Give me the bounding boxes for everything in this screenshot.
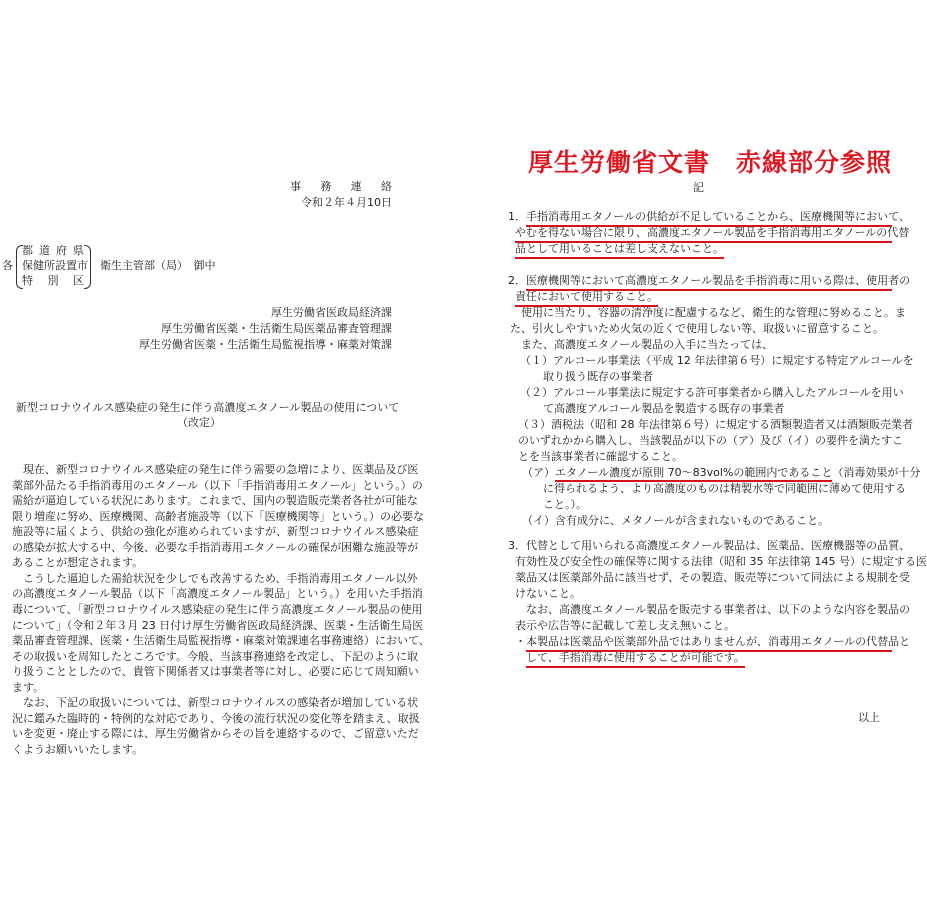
item-number: 2．	[508, 274, 526, 287]
document-subtitle: （改定）	[177, 416, 221, 429]
ki-heading: 記	[693, 181, 704, 194]
body-line: 取り扱う既存の事業者	[543, 370, 653, 383]
item-number: 3．	[508, 539, 526, 552]
requirement-a	[522, 466, 920, 480]
body-line: の感染が拡大する中、今後、必要な手指消毒用エタノールの確保が困難な施設等が	[12, 541, 419, 554]
addressee-prefecture: 都 道 府 県	[22, 244, 84, 257]
underlined-line: して、手指消毒に使用することが可能です。	[526, 651, 745, 668]
body-line: （１）アルコール事業法（平成 12 年法律第６号）に規定する特定アルコールを	[520, 354, 914, 367]
body-line: 施設等に届くよう、供給の強化が進められていますが、新型コロナウイルス感染症	[12, 525, 419, 538]
body-line: て高濃度アルコール製品を製造する既存の事業者	[543, 402, 785, 415]
body-line: 表示や広告等に記載して差し支え無いこと。	[515, 619, 735, 632]
closing-mark: 以上	[858, 711, 880, 724]
body-line: 限り増産に努め、医療機関、高齢者施設等（以下「医療機関等」という。）の必要な	[12, 510, 425, 523]
body-line: 有効性及び安全性の確保等に関する法律（昭和 35 年法律第 145 号）に規定する医	[515, 555, 927, 568]
body-line: 薬品又は医薬部外品に該当せず、その製造、販売等について同法による規制を受	[515, 571, 910, 584]
body-line: 現在、新型コロナウイルス感染症の発生に伴う需要の急増により、医薬品及び医	[12, 463, 419, 476]
requirement-i: （イ）含有成分に、メタノールが含まれないものであること。	[522, 514, 830, 527]
underlined-line: 品として用いることは差し支えないこと。	[515, 242, 724, 259]
body-line: 薬部外品たる手指消毒用のエタノール（以下「手指消毒用エタノール」という。）の	[12, 479, 423, 492]
body-line: の高濃度エタノール製品（以下「高濃度エタノール製品」という。）を用いた手指消	[12, 587, 423, 600]
underlined-text: エタノール濃度が原則 70～83vol%の範囲内であること	[555, 466, 832, 482]
body-line: （２）アルコール事業法に規定する許可事業者から購入したアルコールを用い	[520, 386, 904, 399]
doc-type: 事 務 連 絡	[290, 180, 392, 193]
sender-2: 厚生労働省医薬・生活衛生局医薬品審査管理課	[161, 322, 392, 335]
doc-date: 令和２年４月10日	[301, 196, 392, 209]
body-line: 薬品審査管理課、医薬・生活衛生局監視指導・麻薬対策課連名事務連絡）において、	[12, 634, 430, 647]
body-line: 毒について、「新型コロナウイルス感染症の発生に伴う高濃度エタノール製品の使用	[12, 603, 423, 616]
body-line: とを当該事業者に確認すること。	[518, 450, 683, 463]
body-line: 需給が逼迫している状況にあります。これまで、国内の製造販売業者各社が可能な	[12, 494, 418, 507]
body-line: こうした逼迫した需給状況を少しでも改善するため、手指消毒用エタノール以外	[12, 572, 418, 585]
right-brace	[84, 245, 91, 289]
body-line: た、引火しやすいため火気の近くで使用しない等、取扱いに留意すること。	[510, 322, 884, 335]
body-line: について」（令和２年３月 23 日付け厚生労働省医政局経済課、医薬・生活衛生局医	[12, 619, 424, 632]
body-line: また、高濃度エタノール製品の入手に当たっては、	[510, 338, 774, 351]
body-line: なお、下記の取扱いについては、新型コロナウイルスの感染者が増加している状	[12, 696, 419, 709]
body-line: こと。）。	[543, 498, 587, 511]
underlined-line: 手指消毒用エタノールの供給が不足していることから、医療機関等において、	[526, 210, 892, 227]
highlight-banner: 厚生労働省文書 赤線部分参照	[528, 148, 893, 177]
document-title: 新型コロナウイルス感染症の発生に伴う高濃度エタノール製品の使用について	[16, 401, 400, 414]
underlined-line: 本製品は医薬品や医薬部外品ではありませんが、消毒用エタノールの代替品と	[526, 635, 892, 652]
body-line: （３）酒税法（昭和 28 年法律第６号）に規定する酒類製造者又は酒類販売業者	[518, 418, 913, 431]
body-line: のいずれかから購入し、当該製品が以下の（ア）及び（イ）の要件を満たすこ	[518, 434, 903, 447]
body-line: なお、高濃度エタノール製品を販売する事業者は、以下のような内容を製品の	[515, 603, 911, 616]
body-line: あることが想定されます。	[12, 556, 144, 569]
body-line: 代替として用いられる高濃度エタノール製品は、医薬品、医療機器等の品質、	[526, 539, 911, 552]
requirement-a-rest: （消毒効果が十分	[832, 466, 921, 479]
underlined-line: やむを得ない場合に限り、高濃度エタノール製品を手指消毒用エタノールの代替	[515, 226, 892, 243]
requirement-a-label: （ア）	[522, 466, 555, 479]
sender-1: 厚生労働省医政局経済課	[271, 306, 392, 319]
body-line: 使用に当たり、容器の清浄度に配慮するなど、衛生的な管理に努めること。ま	[510, 306, 906, 319]
underlined-line: 医療機関等において高濃度エタノール製品を手指消毒に用いる際は、使用者の	[526, 274, 892, 291]
addressee-ward: 特 別 区	[22, 274, 84, 287]
item-number: 1．	[508, 210, 526, 223]
addressee-city: 保健所設置市	[22, 259, 88, 272]
bullet: ・	[515, 635, 526, 648]
sender-3: 厚生労働省医薬・生活衛生局監視指導・麻薬対策課	[139, 338, 392, 351]
body-line: 況に鑑みた臨時的・特例的な対応であり、今後の流行状況の変化等を踏まえ、取扱	[12, 712, 420, 725]
body-line: に得られるよう、より高濃度のものは精製水等で同範囲に薄めて使用する	[543, 482, 906, 495]
body-line: けないこと。	[515, 587, 581, 600]
body-line: その取扱いを周知したところです。今般、当該事務連絡を改定し、下記のように取	[12, 650, 419, 663]
underlined-line: 責任において使用すること。	[515, 290, 658, 307]
body-line: くようお願いいたします。	[12, 743, 144, 756]
body-line: いを変更・廃止する際には、厚生労働省からその旨を連絡するので、ご留意いただ	[12, 727, 419, 740]
addressee-prefix: 各	[2, 259, 13, 272]
body-line: ます。	[12, 681, 45, 694]
addressee-dept: 衛生主管部（局） 御中	[100, 259, 216, 272]
body-line: り扱うこととしたので、貴管下関係者又は事業者等に対し、必要に応じて周知願い	[12, 665, 419, 678]
